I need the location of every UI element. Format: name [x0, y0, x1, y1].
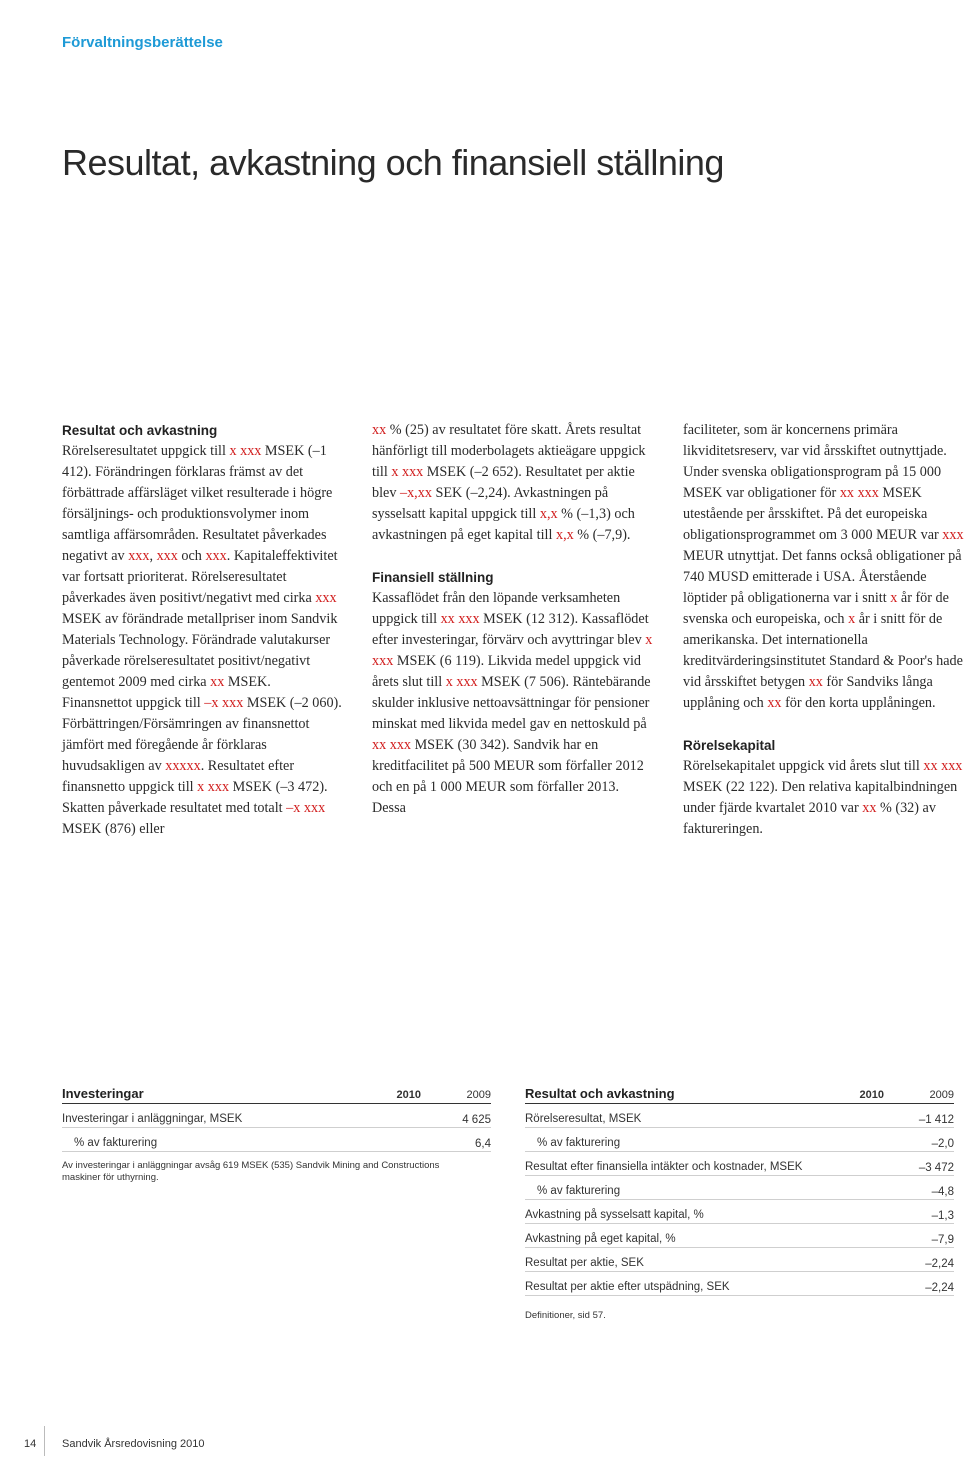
table-investeringar	[62, 1086, 491, 1184]
text-segment: MSEK (–2 652). Resultatet per aktie blev	[372, 464, 635, 501]
row-label: % av fakturering	[537, 1185, 621, 1197]
paragraph-resultat	[62, 441, 344, 840]
text-segment: MEUR utnyttjat. Det fanns också obligationer på 740 MUSD emitterade i USA. Återstående löptider på obligationerna var i snitt	[683, 548, 962, 606]
paragraph-rorelsekapital	[683, 756, 965, 840]
text-segment: MSEK (876) eller	[62, 821, 165, 837]
table-row	[525, 1152, 954, 1176]
placeholder-value: x xxx	[229, 443, 262, 459]
row-label: Investeringar i anläggningar, MSEK	[62, 1113, 243, 1125]
column-1	[62, 420, 344, 840]
row-label: % av fakturering	[74, 1137, 158, 1149]
text-segment: . Kapitaleffektivitet var fortsatt prioriterat. Rörelseresultatet påverkades även positivt/negativt med cirka	[62, 548, 338, 606]
text-segment: MSEK utestående per årsskiftet. På det europeiska obligationsprogrammet om 3 000 MEUR var	[683, 485, 943, 543]
text-segment: . Resultatet efter finansnetto uppgick till	[62, 758, 295, 795]
placeholder-value: x xxx	[445, 674, 478, 690]
text-segment: faciliteter, som är koncernens primära likviditetsreserv, var vid årsskiftet outnyttjade. Under svenska obligationsprogram på 15 000 MSEK var obligationer för	[683, 422, 947, 501]
value-2009: –4,8	[931, 1186, 954, 1198]
value-2009: –2,24	[925, 1258, 954, 1270]
placeholder-value: x,x	[539, 506, 558, 522]
row-label: Resultat per aktie, SEK	[525, 1257, 644, 1269]
text-segment: Rörelsekapitalet uppgick vid årets slut till	[683, 758, 924, 774]
table-note: Av investeringar i anläggningar avsåg 619 MSEK (535) Sandvik Mining and Constructions maskiner för uthyrning.	[62, 1160, 440, 1183]
table-row	[525, 1128, 954, 1152]
table-body	[62, 1104, 491, 1152]
section-label: Förvaltningsberättelse	[62, 34, 223, 51]
row-label: Resultat per aktie efter utspädning, SEK	[525, 1281, 730, 1293]
table-header	[525, 1086, 954, 1104]
placeholder-value: –x xxx	[204, 695, 244, 711]
value-2009: 4 625	[462, 1114, 491, 1126]
placeholder-value: xx xxx	[923, 758, 963, 774]
text-segment: Rörelseresultatet uppgick till	[62, 443, 230, 459]
row-label: % av fakturering	[537, 1137, 621, 1149]
heading-rorelsekapital: Rörelsekapital	[683, 738, 776, 753]
text-segment: MSEK (6 119). Likvida medel uppgick vid årets slut till	[372, 653, 642, 690]
text-segment: MSEK. Finansnettot uppgick till	[62, 674, 271, 711]
text-segment: % (32) av faktureringen.	[683, 800, 936, 837]
table-resultat-och-avkastning	[525, 1086, 954, 1321]
placeholder-value: xx	[767, 695, 782, 711]
value-2009: –7,9	[931, 1234, 954, 1246]
text-segment: MSEK (22 122). Den relativa kapitalbindningen under fjärde kvartalet 2010 var	[683, 779, 958, 816]
placeholder-value: xxx	[128, 548, 150, 564]
table-header	[62, 1086, 491, 1104]
table-note: Definitioner, sid 57.	[525, 1310, 606, 1321]
text-segment: MSEK (–3 472). Skatten påverkade resultatet med totalt	[62, 779, 328, 816]
column-2	[372, 420, 654, 819]
text-segment: för den korta upplåningen.	[781, 695, 936, 711]
placeholder-value: x	[890, 590, 898, 606]
text-segment: MSEK (–1 412). Förändringen förklaras främst av det förbättrade affärsläget vilket resulterade i högre försäljnings- och produktionsvolymer inom samtliga affärsområden. Resultatet påverkades negativt av	[62, 443, 333, 564]
text-segment: MSEK (12 312). Kassaflödet efter investeringar, förvärv och avyttringar blev	[372, 611, 649, 648]
value-2009: –1,3	[931, 1210, 954, 1222]
placeholder-value: xxx	[942, 527, 964, 543]
row-label: Resultat efter finansiella intäkter och kostnader, MSEK	[525, 1161, 803, 1173]
value-2009: –1 412	[918, 1114, 954, 1126]
table-row	[62, 1128, 491, 1152]
table-row	[62, 1104, 491, 1128]
placeholder-value: xx	[808, 674, 823, 690]
text-segment: år för de svenska och europeiska, och	[683, 590, 949, 627]
table-title: Investeringar	[62, 1086, 144, 1101]
text-segment: år i snitt för de amerikanska. Det internationella kreditvärderingsinstitutet Standard & Poor's hade vid årsskiftet betygen	[683, 611, 963, 690]
paragraph-finansiell-stallning	[372, 588, 654, 819]
value-2009: 6,4	[475, 1138, 491, 1150]
column-header-2009: 2009	[466, 1089, 491, 1101]
paragraph-faciliteter	[683, 420, 965, 714]
placeholder-value: x	[848, 611, 856, 627]
text-segment: MSEK (7 506). Räntebärande skulder inklusive nettoavsättningar för pensioner minskat med likvida medel gav en nettoskuld på	[372, 674, 651, 732]
text-segment: för Sandviks långa upplåning och	[683, 674, 933, 711]
placeholder-value: x xxx	[372, 632, 653, 669]
placeholder-value: x,x	[556, 527, 574, 543]
table-title: Resultat och avkastning	[525, 1086, 675, 1101]
table-row	[525, 1248, 954, 1272]
placeholder-value: –x,xx	[399, 485, 432, 501]
table-row	[525, 1104, 954, 1128]
value-2009: –3 472	[918, 1162, 954, 1174]
row-label: Avkastning på eget kapital, %	[525, 1233, 676, 1245]
value-2009: –2,24	[925, 1282, 954, 1294]
footer-divider	[44, 1426, 45, 1456]
table-row	[525, 1200, 954, 1224]
placeholder-value: xxx	[156, 548, 178, 564]
placeholder-value: –x xxx	[286, 800, 326, 816]
text-segment: % (–7,9).	[573, 527, 631, 543]
placeholder-value: xx xxx	[440, 611, 480, 627]
column-header-2010: 2010	[859, 1089, 884, 1101]
placeholder-value: xx	[372, 422, 387, 438]
text-segment: MSEK (–2 060). Förbättringen/Försämringen av finansnettot jämfört med föregående år förklaras huvudsakligen av	[62, 695, 342, 774]
column-header-2009: 2009	[929, 1089, 954, 1101]
page-number: 14	[24, 1438, 37, 1450]
page-title: Resultat, avkastning och finansiell ställning	[62, 142, 724, 183]
text-segment: SEK (–2,24). Avkastningen på sysselsatt kapital uppgick till	[372, 485, 609, 522]
footer-text: Sandvik Årsredovisning 2010	[62, 1438, 205, 1450]
table-body	[525, 1104, 954, 1296]
table-row	[525, 1176, 954, 1200]
heading-finansiell-stallning: Finansiell ställning	[372, 570, 494, 585]
text-segment: % (–1,3) och avkastningen på eget kapital till	[372, 506, 635, 543]
column-3	[683, 420, 965, 840]
placeholder-value: xx xxx	[839, 485, 879, 501]
placeholder-value: xxxxx	[165, 758, 201, 774]
placeholder-value: x xxx	[197, 779, 230, 795]
heading-resultat-och-avkastning: Resultat och avkastning	[62, 423, 218, 438]
row-label: Rörelseresultat, MSEK	[525, 1113, 642, 1125]
placeholder-value: xx xxx	[372, 737, 412, 753]
text-segment: MSEK av förändrade metallpriser inom Sandvik Materials Technology. Förändrade valutakurser påverkade rörelseresultatet positivt/negativt gentemot 2009 med cirka	[62, 611, 338, 690]
row-label: Avkastning på sysselsatt kapital, %	[525, 1209, 704, 1221]
table-row	[525, 1224, 954, 1248]
placeholder-value: xxx	[315, 590, 337, 606]
text-segment: Kassaflödet från den löpande verksamheten uppgick till	[372, 590, 621, 627]
placeholder-value: xxx	[205, 548, 227, 564]
column-header-2010: 2010	[396, 1089, 421, 1101]
text-segment: och	[177, 548, 206, 564]
paragraph-resultat-fortsattning	[372, 420, 654, 546]
value-2009: –2,0	[931, 1138, 954, 1150]
text-segment: ,	[149, 548, 157, 564]
placeholder-value: xx	[210, 674, 225, 690]
placeholder-value: xx	[862, 800, 877, 816]
table-row	[525, 1272, 954, 1296]
text-segment: MSEK (30 342). Sandvik har en kreditfacilitet på 500 MEUR som förfaller 2012 och en på 1 000 MEUR som förfaller 2013. Dessa	[372, 737, 644, 816]
placeholder-value: x xxx	[391, 464, 424, 480]
text-segment: % (25) av resultatet före skatt. Årets resultat hänförligt till moderbolagets aktieägare uppgick till	[372, 422, 646, 480]
